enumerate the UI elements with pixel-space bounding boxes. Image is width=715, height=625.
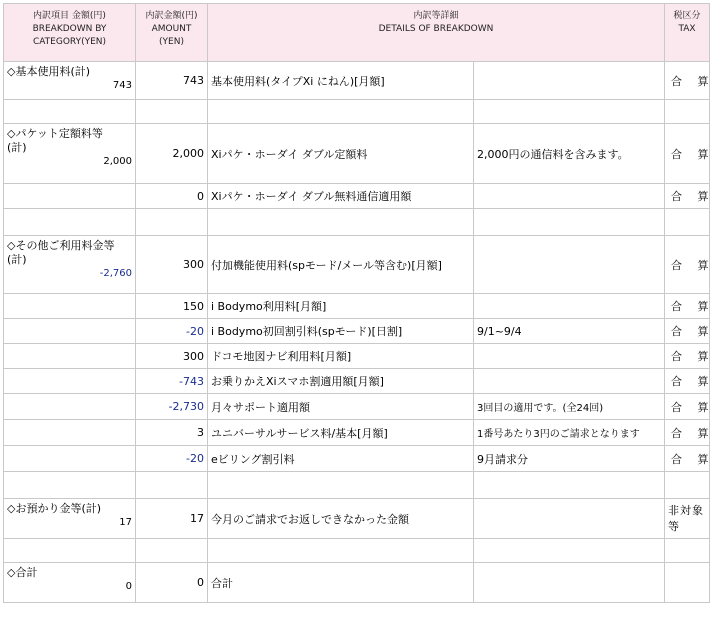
tax-cell: 合 算: [665, 369, 710, 394]
category-title: ◇お預かり金等(計): [7, 502, 102, 515]
table-row: [4, 62, 710, 100]
note-cell: 9/1~9/4: [474, 319, 665, 344]
table-row: [4, 294, 710, 319]
tax-cell: 非対象等: [665, 499, 710, 539]
category-total: 2,000: [103, 156, 132, 167]
header-amount-en2: (YEN): [159, 37, 184, 47]
category-total: 0: [125, 581, 132, 592]
header-details-jp: 内訳等詳細: [413, 11, 459, 21]
amount-cell: -2,730: [136, 394, 208, 420]
category-cell: [4, 124, 136, 184]
table-row: [4, 420, 710, 446]
spacer-row: [4, 539, 710, 563]
note-cell: [474, 184, 665, 209]
header-amount-jp: 内訳金額(円): [145, 11, 198, 21]
header-amount-en1: AMOUNT: [151, 24, 192, 34]
category-cell: [4, 499, 136, 539]
header-row: [4, 4, 710, 62]
category-total: -2,760: [99, 268, 132, 279]
amount-cell: 0: [136, 184, 208, 209]
header-tax-jp: 税区分: [673, 11, 701, 21]
category-cell: [4, 344, 136, 369]
tax-cell: 合 算: [665, 446, 710, 472]
tax-cell: 合 算: [665, 394, 710, 420]
amount-cell: -743: [136, 369, 208, 394]
spacer-row: [4, 100, 710, 124]
amount-cell: 3: [136, 420, 208, 446]
detail-cell: 今月のご請求でお返しできなかった金額: [208, 499, 474, 539]
detail-cell: ドコモ地図ナビ利用料[月額]: [208, 344, 474, 369]
detail-cell: eビリング割引料: [208, 446, 474, 472]
tax-cell: 合 算: [665, 344, 710, 369]
table-row: [4, 563, 710, 603]
category-cell: [4, 420, 136, 446]
detail-cell: Xiパケ・ホーダイ ダブル無料通信適用額: [208, 184, 474, 209]
detail-cell: 合計: [208, 563, 474, 603]
table-row: [4, 394, 710, 420]
note-cell: 3回目の適用です。(全24回): [474, 394, 665, 420]
table-row: [4, 319, 710, 344]
note-cell: [474, 62, 665, 100]
category-cell: [4, 446, 136, 472]
detail-cell: 月々サポート適用額: [208, 394, 474, 420]
note-cell: [474, 294, 665, 319]
amount-cell: 150: [136, 294, 208, 319]
spacer-row: [4, 209, 710, 236]
amount-cell: -20: [136, 319, 208, 344]
header-details: [208, 4, 665, 62]
header-category: [4, 4, 136, 62]
header-category-en1: BREAKDOWN BY: [32, 24, 107, 34]
category-cell: [4, 319, 136, 344]
amount-cell: 300: [136, 344, 208, 369]
category-cell: [4, 236, 136, 294]
detail-cell: i Bodymo利用料[月額]: [208, 294, 474, 319]
category-title-suffix: (計): [7, 141, 27, 154]
tax-cell: 合 算: [665, 319, 710, 344]
category-cell: [4, 369, 136, 394]
category-title: ◇パケット定額料等: [7, 127, 103, 140]
category-cell: [4, 394, 136, 420]
tax-cell: 合 算: [665, 184, 710, 209]
category-cell: [4, 294, 136, 319]
category-title-suffix: (計): [7, 253, 27, 266]
tax-cell: 合 算: [665, 294, 710, 319]
table-row: [4, 344, 710, 369]
tax-cell: 合 算: [665, 420, 710, 446]
detail-cell: お乗りかえXiスマホ割適用額[月額]: [208, 369, 474, 394]
category-title: ◇その他ご利用料金等: [7, 239, 115, 252]
table-row: [4, 236, 710, 294]
header-tax: [665, 4, 710, 62]
amount-cell: 300: [136, 236, 208, 294]
detail-cell: ユニバーサルサービス料/基本[月額]: [208, 420, 474, 446]
note-cell: [474, 499, 665, 539]
table-row: [4, 499, 710, 539]
note-cell: [474, 563, 665, 603]
category-total: 743: [112, 80, 132, 91]
note-cell: [474, 369, 665, 394]
category-cell: [4, 184, 136, 209]
header-details-en: DETAILS OF BREAKDOWN: [378, 24, 494, 34]
detail-cell: i Bodymo初回割引料(spモード)[日割]: [208, 319, 474, 344]
amount-cell: 17: [136, 499, 208, 539]
category-total: 17: [119, 517, 132, 528]
header-amount: [136, 4, 208, 62]
header-tax-en: TAX: [678, 24, 696, 34]
table-row: [4, 446, 710, 472]
note-cell: 9月請求分: [474, 446, 665, 472]
amount-cell: -20: [136, 446, 208, 472]
tax-cell: [665, 563, 710, 603]
tax-cell: 合 算: [665, 62, 710, 100]
category-title: ◇基本使用料(計): [7, 65, 91, 78]
category-cell: [4, 62, 136, 100]
note-cell: [474, 236, 665, 294]
spacer-row: [4, 472, 710, 499]
billing-breakdown-table: [3, 3, 715, 603]
category-cell: [4, 563, 136, 603]
table-row: [4, 369, 710, 394]
table-row: [4, 124, 710, 184]
note-cell: 2,000円の通信料を含みます。: [474, 124, 665, 184]
category-title: ◇合計: [7, 566, 38, 579]
amount-cell: 2,000: [136, 124, 208, 184]
amount-cell: 0: [136, 563, 208, 603]
tax-cell: 合 算: [665, 124, 710, 184]
note-cell: [474, 344, 665, 369]
detail-cell: 付加機能使用料(spモード/メール等含む)[月額]: [208, 236, 474, 294]
detail-cell: 基本使用料(タイプXi にねん)[月額]: [208, 62, 474, 100]
tax-cell: 合 算: [665, 236, 710, 294]
table-row: [4, 184, 710, 209]
detail-cell: Xiパケ・ホーダイ ダブル定額料: [208, 124, 474, 184]
amount-cell: 743: [136, 62, 208, 100]
header-category-jp: 内訳項目 金額(円): [33, 11, 106, 21]
header-category-en2: CATEGORY(YEN): [32, 37, 107, 47]
note-cell: 1番号あたり3円のご請求となります: [474, 420, 665, 446]
